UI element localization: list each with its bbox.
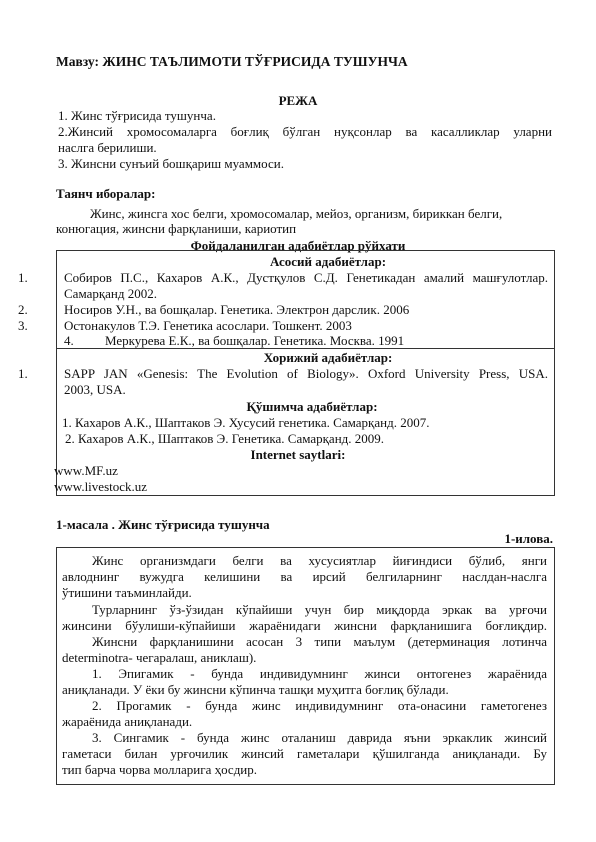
appendix-line: жараёнида аниқланади. [62, 714, 193, 729]
plan-item-2-line2: наслга берилиши. [58, 140, 157, 155]
main-item-1-num: 1. [18, 270, 28, 285]
appendix-line: гаметаси билан урғочилик жинсий гаметалари қўшилганда аниқланади. Бу [62, 746, 547, 761]
appendix-line: ўтишини таъминлайди. [62, 585, 192, 600]
appendix-line: 1. Эпигамик - бунда индивидумнинг жинси онтогенез жараёнида [92, 666, 547, 681]
appendix-label: 1-илова. [504, 531, 553, 546]
appendix-line: 2. Прогамик - бунда жинс индивидумнинг ота-онасини гаметогенез [92, 698, 547, 713]
extra-item-2: 2. Кахаров А.К., Шаптаков Э. Генетика. Самарқанд. 2009. [65, 431, 385, 446]
main-item-1-line1: Собиров П.С., Кахаров А.К., Дустқулов С.Д. Генетикадан амалий машғулотлар. [64, 270, 548, 285]
appendix-line: Турларнинг ўз-ўзидан кўпайиши учун бир миқдорда эркак ва урғочи [92, 602, 547, 617]
appendix-line: жинсини бўулиши-кўпайиши жараёнидаги жинсни фарқланишига боғлиқдир. [62, 618, 547, 633]
main-item-3-num: 3. [18, 318, 28, 333]
topic-title: Мавзу: ЖИНС ТАЪЛИМОТИ ТЎҒРИСИДА ТУШУНЧА [56, 54, 408, 69]
plan-item-1: 1. Жинс тўғрисида тушунча. [58, 108, 216, 123]
main-literature-heading: Асосий адабиётлар: [269, 254, 387, 269]
foreign-item-1-num: 1. [18, 366, 28, 381]
appendix-line: Жинсни фарқланишини асосан 3 типи маълум (детерминация лотинча [92, 634, 547, 649]
internet-heading: Internet saytlari: [250, 447, 346, 462]
foreign-item-1-line2: 2003, USA. [64, 382, 126, 397]
keywords-line-1: Жинс, жинсга хос белги, хромосомалар, мейоз, организм, бириккан белги, [90, 206, 503, 221]
plan-heading: РЕЖА [278, 93, 318, 108]
foreign-item-1-line1: SAPP JAN «Genesis: The Evolution of Biology». Oxford University Press, USA. [64, 366, 548, 381]
foreign-literature-heading: Хорижий адабиётлар: [263, 350, 393, 365]
appendix-line: авлоднинг вужудга келишини ва ирсий белгиларнинг наслдан-наслга [62, 569, 547, 584]
appendix-line: determinotra- чегаралаш, аниклаш). [62, 650, 257, 665]
extra-literature-heading: Қўшимча адабиётлар: [246, 399, 378, 414]
literature-title: Фойдаланилган адабиётлар рўйхати [190, 238, 406, 253]
extra-item-1: 1. Кахаров А.К., Шаптаков Э. Хусусий генетика. Самарқанд. 2007. [62, 415, 430, 430]
main-item-4-line1: Меркурева Е.К., ва бошқалар. Генетика. Москва. 1991 [105, 333, 405, 348]
appendix-line: 3. Сингамик - бунда жинс оталаниш даврида яъни эркаклик жинсий [92, 730, 547, 745]
appendix-line: аниқланади. У ёки бу жинсни кўпинча ташқи муҳитга боғлиқ бўлади. [62, 682, 449, 697]
plan-item-3: 3. Жинсни сунъий бошқариш муаммоси. [58, 156, 284, 171]
plan-item-2-line1: 2.Жинсий хромосомаларга боғлиқ бўлган нуқсонлар ва касалликлар уларни [58, 124, 552, 139]
site-link-1[interactable]: www.MF.uz [54, 463, 118, 478]
main-item-1-line2: Самарқанд 2002. [64, 286, 158, 301]
keywords-heading: Таянч иборалар: [56, 186, 156, 201]
main-item-2-num: 2. [18, 302, 28, 317]
main-item-2-line1: Носиров У.Н., ва бошқалар. Генетика. Электрон дарслик. 2006 [64, 302, 410, 317]
appendix-line: тип барча чорва молларига ҳосдир. [62, 762, 258, 777]
main-item-3-line1: Остонакулов Т.Э. Генетика асослари. Тошкент. 2003 [64, 318, 352, 333]
main-item-4-num: 4. [64, 333, 74, 348]
keywords-line-2: конюгация, жинсни фарқланиши, кариотип [56, 221, 297, 236]
task-heading: 1-масала . Жинс тўғрисида тушунча [56, 517, 270, 532]
appendix-line: Жинс организмдаги белги ва хусусиятлар йиғиндиси бўлиб, янги [92, 553, 547, 568]
site-link-2[interactable]: www.livestock.uz [54, 479, 148, 494]
